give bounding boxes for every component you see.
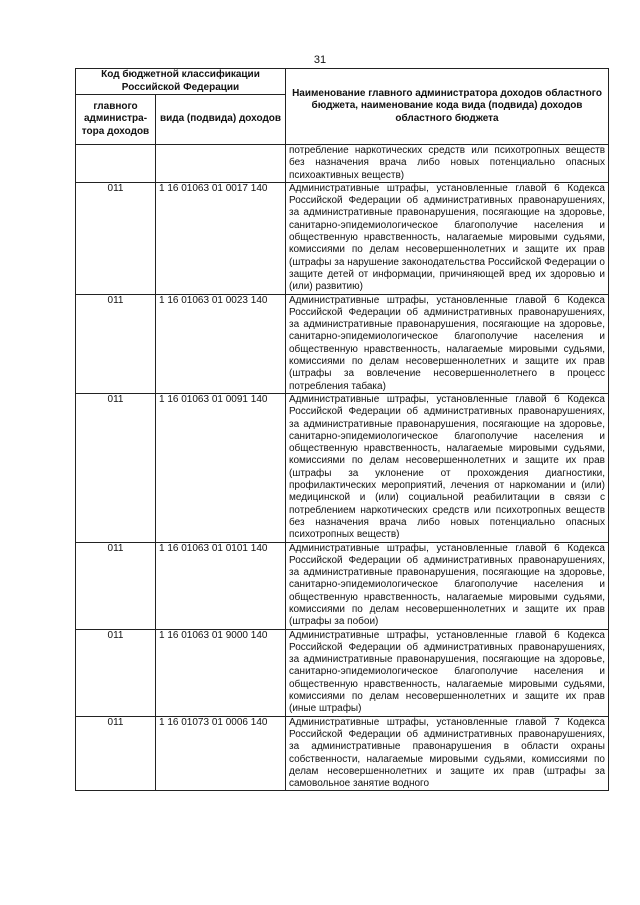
- name-cell: Административные штрафы, установленные главой 7 Кодекса Российской Федерации об административных правонарушениях, за административные правонарушения в области охраны собственности, налагаемые мировыми судьями, комиссиями по делам несовершеннолетних и защите их прав (штрафы за самовольное занятие водного: [286, 716, 609, 791]
- admin-code-cell: 011: [76, 182, 156, 294]
- kind-code-cell: 1 16 01063 01 9000 140: [156, 629, 286, 716]
- kind-code-cell: 1 16 01073 01 0006 140: [156, 716, 286, 791]
- kind-code-cell: 1 16 01063 01 0023 140: [156, 294, 286, 393]
- admin-code-cell: [76, 145, 156, 183]
- kind-code-cell: 1 16 01063 01 0101 140: [156, 542, 286, 629]
- table-row: [76, 145, 609, 183]
- kind-code-cell: 1 16 01063 01 0017 140: [156, 182, 286, 294]
- table-row: [76, 393, 609, 542]
- kind-code-cell: 1 16 01063 01 0091 140: [156, 393, 286, 542]
- budget-classification-table: [75, 68, 609, 791]
- name-cell: Административные штрафы, установленные главой 6 Кодекса Российской Федерации об административных правонарушениях, за административные правонарушения, посягающие на здоровье, санитарно-эпидемиологическое благополучие населения и общественную нравственность, налагаемые мировыми судьями, комиссиями по делам несовершеннолетних и защите их прав (штрафы за вовлечение несовершеннолетнего в процесс потребления табака): [286, 294, 609, 393]
- header-kind: вида (подвида) доходов: [156, 95, 286, 145]
- kind-code-cell: [156, 145, 286, 183]
- header-bk-code: Код бюджетной классификации Российской Федерации: [76, 69, 286, 95]
- admin-code-cell: 011: [76, 393, 156, 542]
- table-row: [76, 182, 609, 294]
- table-row: [76, 716, 609, 791]
- page-number: 31: [313, 54, 327, 66]
- admin-code-cell: 011: [76, 294, 156, 393]
- name-cell: Административные штрафы, установленные главой 6 Кодекса Российской Федерации об административных правонарушениях, за административные правонарушения, посягающие на здоровье, санитарно-эпидемиологическое благополучие населения и общественную нравственность, налагаемые мировыми судьями, комиссиями по делам несовершеннолетних и защите их прав (штрафы за уклонение от прохождения диагностики, профилактических мероприятий, лечения от наркомании и (или) медицинской и (или) социальной реабилитации в связи с потреблением наркотических средств или психотропных веществ без назначения врача либо новых потенциально опасных психотропных веществ): [286, 393, 609, 542]
- header-admin: главного администра-тора доходов: [76, 95, 156, 145]
- admin-code-cell: 011: [76, 629, 156, 716]
- table-row: [76, 294, 609, 393]
- name-cell: Административные штрафы, установленные главой 6 Кодекса Российской Федерации об административных правонарушениях, за административные правонарушения, посягающие на здоровье, санитарно-эпидемиологическое благополучие населения и общественную нравственность, налагаемые мировыми судьями, комиссиями по делам несовершеннолетних и защите их прав (штрафы за побои): [286, 542, 609, 629]
- table-row: [76, 542, 609, 629]
- admin-code-cell: 011: [76, 716, 156, 791]
- header-name: Наименование главного администратора доходов областного бюджета, наименование кода вида (подвида) доходов областного бюджета: [286, 69, 609, 145]
- admin-code-cell: 011: [76, 542, 156, 629]
- name-cell: Административные штрафы, установленные главой 6 Кодекса Российской Федерации об административных правонарушениях, за административные правонарушения, посягающие на здоровье, санитарно-эпидемиологическое благополучие населения и общественную нравственность, налагаемые мировыми судьями, комиссиями по делам несовершеннолетних и защите их прав (иные штрафы): [286, 629, 609, 716]
- table-row: [76, 629, 609, 716]
- name-cell: Административные штрафы, установленные главой 6 Кодекса Российской Федерации об административных правонарушениях, за административные правонарушения, посягающие на здоровье, санитарно-эпидемиологическое благополучие населения и общественную нравственность, налагаемые мировыми судьями, комиссиями по делам несовершеннолетних и защите их прав (штрафы за нарушение законодательства Российской Федерации о защите детей от информации, причиняющей вред их здоровью и (или) развитию): [286, 182, 609, 294]
- name-cell: потребление наркотических средств или психотропных веществ без назначения врача либо новых потенциально опасных психоактивных веществ): [286, 145, 609, 183]
